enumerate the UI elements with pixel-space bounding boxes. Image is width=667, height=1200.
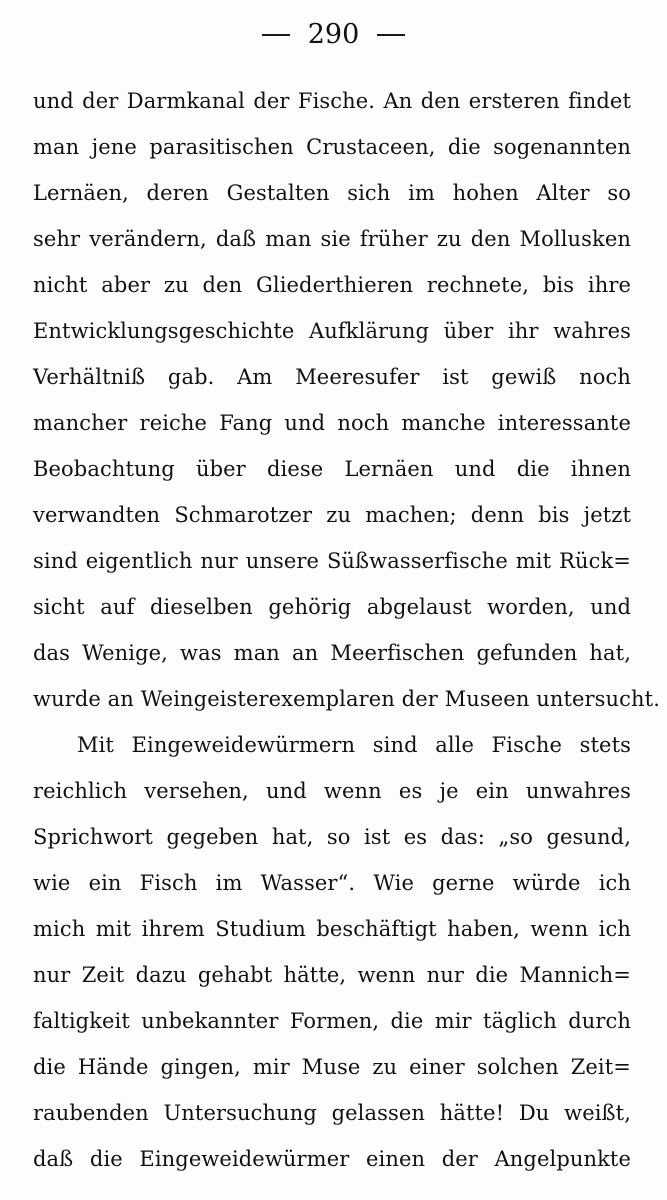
text-line: wie ein Fisch im Wasser“. Wie gerne würde ich xyxy=(33,871,631,895)
text-line: das Wenige, was man an Meerfischen gefunden hat, xyxy=(33,641,631,665)
paragraph-last-line: wurde an Weingeisterexemplaren der Museen untersucht. xyxy=(33,687,660,711)
text-line: Verhältniß gab. Am Meeresufer ist gewiß noch xyxy=(33,365,631,389)
text-line: mancher reiche Fang und noch manche interessante xyxy=(33,411,631,435)
text-line: Sprichwort gegeben hat, so ist es das: „so gesund, xyxy=(33,825,631,849)
text-line: die Hände gingen, mir Muse zu einer solchen Zeit= xyxy=(33,1055,631,1079)
header-dash-right xyxy=(377,34,405,36)
text-line: mich mit ihrem Studium beschäftigt haben, wenn ich xyxy=(33,917,631,941)
page-number: 290 xyxy=(307,18,360,50)
text-line: sehr verändern, daß man sie früher zu den Mollusken xyxy=(33,227,631,251)
text-line: sind eigentlich nur unsere Süßwasserfische mit Rück= xyxy=(33,549,631,573)
text-line: daß die Eingeweidewürmer einen der Angelpunkte xyxy=(33,1147,631,1171)
paragraph-first-line: Mit Eingeweidewürmern sind alle Fische stets xyxy=(77,733,631,757)
text-line: nicht aber zu den Gliederthieren rechnete, bis ihre xyxy=(33,273,631,297)
text-line: sicht auf dieselben gehörig abgelaust worden, und xyxy=(33,595,631,619)
text-line: faltigkeit unbekannter Formen, die mir täglich durch xyxy=(33,1009,631,1033)
text-line: und der Darmkanal der Fische. An den ersteren findet xyxy=(33,89,631,113)
text-line: nur Zeit dazu gehabt hätte, wenn nur die Mannich= xyxy=(33,963,631,987)
text-line: Beobachtung über diese Lernäen und die ihnen xyxy=(33,457,631,481)
text-line: Entwicklungsgeschichte Aufklärung über ihr wahres xyxy=(33,319,631,343)
text-line: verwandten Schmarotzer zu machen; denn bis jetzt xyxy=(33,503,631,527)
text-line: man jene parasitischen Crustaceen, die sogenannten xyxy=(33,135,631,159)
text-line: Lernäen, deren Gestalten sich im hohen Alter so xyxy=(33,181,631,205)
text-line: raubenden Untersuchung gelassen hätte! Du weißt, xyxy=(33,1101,631,1125)
body-text xyxy=(33,78,660,1182)
page-header xyxy=(0,14,667,54)
header-dash-left xyxy=(262,34,290,36)
text-line: reichlich versehen, und wenn es je ein unwahres xyxy=(33,779,631,803)
